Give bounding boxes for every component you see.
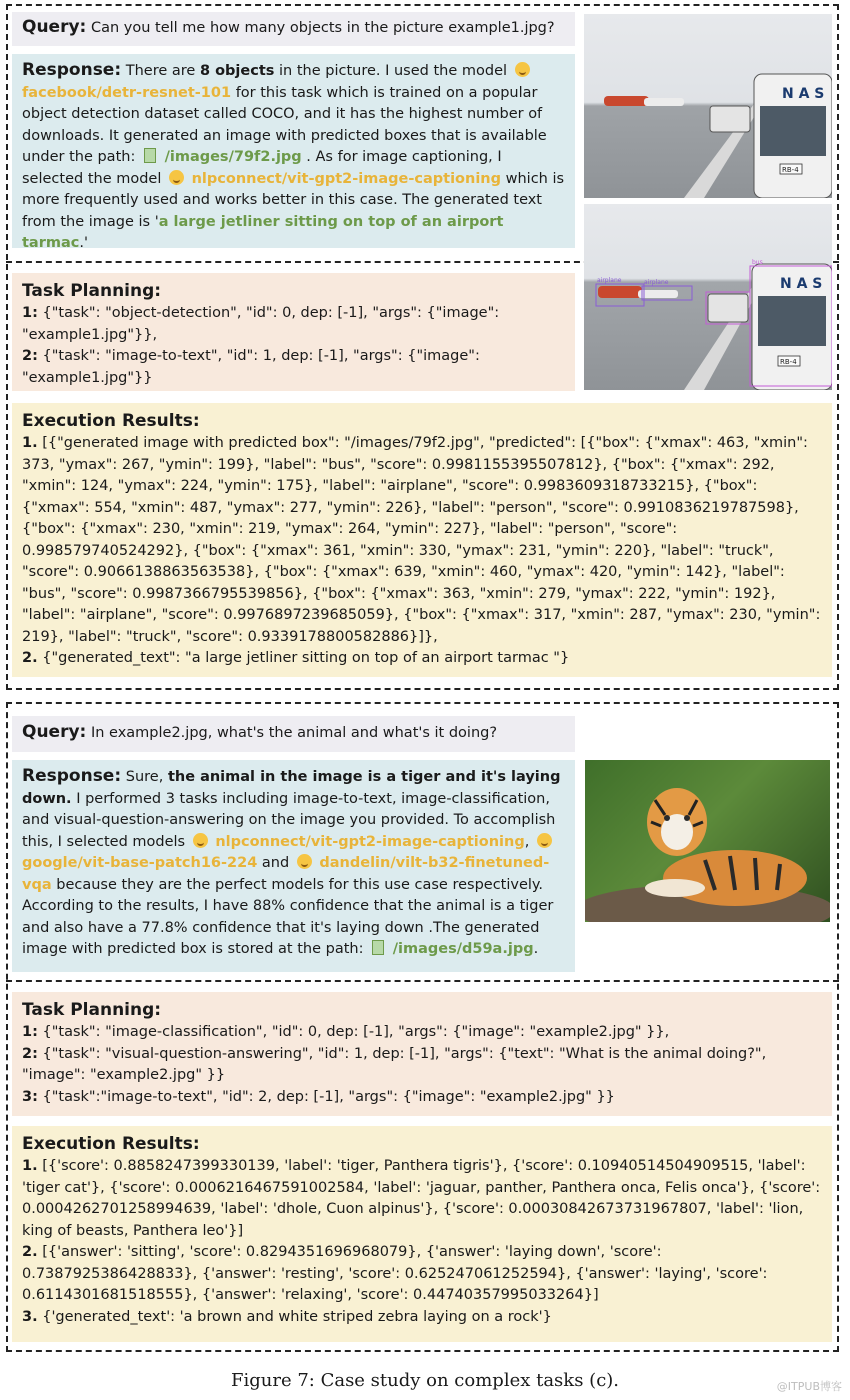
response-text: .': [79, 235, 88, 251]
model-link[interactable]: google/vit-base-patch16-224: [22, 855, 258, 871]
response-text: There are: [125, 63, 196, 79]
exec-item: [22, 1307, 822, 1329]
plan-text: {"task": "object-detection", "id": 0, dep: [-1], "args": {"image": "example1.jpg"}},: [22, 305, 500, 343]
bus-sign: N A S: [782, 86, 825, 102]
response-label: Response:: [22, 766, 122, 786]
case1-task-planning: [12, 273, 575, 391]
query-text: In example2.jpg, what's the animal and what's it doing?: [90, 725, 498, 741]
exec-item: [22, 648, 822, 670]
plan-text: {"task": "image-to-text", "id": 1, dep: [-1], "args": {"image": "example1.jpg"}}: [22, 348, 480, 386]
plan-number: 1:: [22, 1024, 38, 1040]
watermark: @ITPUB博客: [776, 1380, 842, 1393]
model-link[interactable]: nlpconnect/vit-gpt2-image-captioning: [191, 170, 502, 187]
detection-label: airplane: [644, 279, 669, 286]
response-text: which is more frequently used and works better in this case. The generated text from the image is ': [22, 170, 565, 230]
exec-number: 1.: [22, 435, 38, 451]
plan-item: [22, 346, 565, 389]
case1-execution-results: [12, 403, 832, 677]
bus-plate: RB-4: [780, 358, 797, 366]
plan-item: [22, 1044, 822, 1087]
case2-query: [12, 716, 575, 752]
response-highlight: 8 objects: [199, 63, 275, 79]
response-text: and: [261, 855, 290, 871]
huggingface-icon: [297, 854, 312, 869]
case1-query: [12, 12, 575, 46]
task-planning-label: Task Planning:: [22, 1000, 162, 1020]
exec-number: 2.: [22, 1244, 38, 1260]
query-label: Query:: [22, 722, 87, 742]
response-text: for this task which is trained on a popular object detection dataset called COCO, and it has the highest number of downloads. It generated an image with predicted boxes that is available under the path:: [22, 84, 547, 165]
case1-response: [12, 54, 575, 251]
plan-item: [22, 1022, 822, 1044]
response-text: Sure,: [125, 769, 164, 785]
response-text: I performed 3 tasks including image-to-text, image-classification, and visual-question-answering on the image you provided. To accomplish this, I selected models: [22, 790, 556, 850]
execution-results-label: Execution Results:: [22, 411, 200, 431]
model-link[interactable]: facebook/detr-resnet-101: [22, 84, 232, 101]
exec-item: [22, 1242, 822, 1307]
plan-number: 2:: [22, 348, 38, 364]
exec-text: [{'answer': 'sitting', 'score': 0.8294351696968079}, {'answer': 'laying down', 'score': 0.7387925386428833}, {'answer': 'resting', 'score': 0.625247061252594}, {'answer': 'laying', 'score': 0.6114301681518555}, {'answer': 'relaxing', 'score': 0.44740357995033264}]: [22, 1244, 768, 1303]
huggingface-icon: [169, 170, 184, 185]
plan-number: 2:: [22, 1045, 38, 1062]
plan-text: {"task": "image-classification", "id": 0, dep: [-1], "args": {"image": "example2.jpg" }},: [42, 1024, 670, 1040]
plan-item: [22, 303, 565, 346]
image-path-link[interactable]: /images/79f2.jpg: [164, 149, 302, 165]
exec-text: {'generated_text': 'a brown and white striped zebra laying on a rock'}: [42, 1308, 552, 1325]
bus-sign: N A S: [780, 276, 823, 292]
huggingface-icon: [193, 833, 208, 848]
exec-text: [{"generated image with predicted box": "/images/79f2.jpg", "predicted": [{"box": {"xmax": 463, "xmin": 373, "ymax": 267, "ymin": 199}, "label": "bus", "score": 0.9981155395507812}, {"box": {"xmax": 292, "xmin": 124, "ymax": 224, "ymin": 175}, "label": "airplane", "score": 0.9983609318733215}, {"box": {"xmax": 554, "xmin": 487, "ymax": 277, "ymin": 226}, "label": "person", "score": 0.9910836219787598}, {"box": {"xmax": 230, "xmin": 219, "ymax": 264, "ymin": 227}, "label": "person", "score": 0.998579740524292}, {"box": {"xmax": 361, "xmin": 330, "ymax": 231, "ymin": 220}, "label": "truck", "score": 0.9066138863563538}, {"box": {"xmax": 639, "xmin": 460, "ymax": 420, "ymin": 142}, "label": "bus", "score": 0.9987366795539856}, {"box": {"xmax": 363, "xmin": 279, "ymax": 222, "ymin": 192}, "label": "airplane", "score": 0.9976897239685059}, {"box": {"xmax": 317, "xmin": 287, "ymax": 230, "ymin": 219}, "label": "truck", "score": 0.9339178800582886}]},: [22, 435, 821, 645]
plan-item: [22, 1087, 822, 1109]
exec-text: {"generated_text": "a large jetliner sitting on top of an airport tarmac "}: [42, 650, 570, 666]
exec-number: 2.: [22, 650, 38, 666]
exec-text: [{'score': 0.8858247399330139, 'label': 'tiger, Panthera tigris'}, {'score': 0.10940514504909515, 'label': 'tiger cat'}, {'score': 0.0006216467591002584, 'label': 'jaguar, panther, Panthera onca, Felis onca'}, {'score': 0.0004262701258994639, 'label': 'dhole, Cuon alpinus'}, {'score': 0.00030842673731967807, 'label': 'lion, king of beasts, Panthera leo'}]: [22, 1158, 821, 1239]
image-path-link[interactable]: /images/d59a.jpg: [392, 941, 534, 957]
response-text: . As for image captioning, I selected the model: [22, 149, 502, 187]
figure-caption: Figure 7: Case study on complex tasks (c).: [230, 1370, 620, 1391]
huggingface-icon: [515, 62, 530, 77]
tiger-image: [585, 760, 830, 922]
model-link[interactable]: nlpconnect/vit-gpt2-image-captioning: [215, 833, 525, 850]
exec-number: 3.: [22, 1308, 38, 1325]
response-label: Response:: [22, 60, 122, 80]
response-text: ,: [524, 833, 530, 850]
model-link[interactable]: dandelin/vilt-b32-finetuned-vqa: [22, 855, 550, 893]
huggingface-icon: [537, 833, 552, 848]
case2-response: [12, 760, 575, 972]
response-text: in the picture. I used the model: [279, 63, 508, 79]
query-text: Can you tell me how many objects in the picture example1.jpg?: [90, 20, 555, 36]
plan-number: 3:: [22, 1088, 38, 1105]
plan-text: {"task": "visual-question-answering", "id": 1, dep: [-1], "args": {"text": "What is the animal doing?", "image": "example2.jpg" }}: [22, 1045, 767, 1083]
case2-divider: [6, 980, 839, 982]
plan-number: 1:: [22, 305, 38, 321]
airport-detection-image: [584, 204, 832, 390]
image-file-icon: [372, 940, 384, 955]
bus-plate: RB-4: [782, 166, 799, 174]
execution-results-label: Execution Results:: [22, 1134, 200, 1154]
image-file-icon: [144, 148, 156, 163]
exec-item: [22, 1156, 822, 1242]
response-text: because they are the perfect models for this use case respectively. According to the results, I have 88% confidence that the animal is a tiger and also have a 77.8% confidence that it's laying down .The generated image with predicted box is stored at the path:: [22, 876, 554, 957]
generated-text: a large jetliner sitting on top of an airport tarmac: [22, 213, 504, 251]
response-text: .: [533, 941, 539, 957]
plan-text: {"task":"image-to-text", "id": 2, dep: [-1], "args": {"image": "example2.jpg" }}: [42, 1088, 615, 1105]
exec-item: [22, 433, 822, 648]
task-planning-label: Task Planning:: [22, 281, 162, 301]
case2-execution-results: [12, 1126, 832, 1342]
airport-image: [584, 14, 832, 198]
exec-number: 1.: [22, 1158, 38, 1174]
detection-label: airplane: [597, 277, 622, 284]
case2-task-planning: [12, 992, 832, 1116]
response-highlight: the animal in the image is a tiger and it's laying down.: [22, 769, 561, 807]
detection-label: bus: [752, 259, 763, 266]
query-label: Query:: [22, 17, 87, 37]
